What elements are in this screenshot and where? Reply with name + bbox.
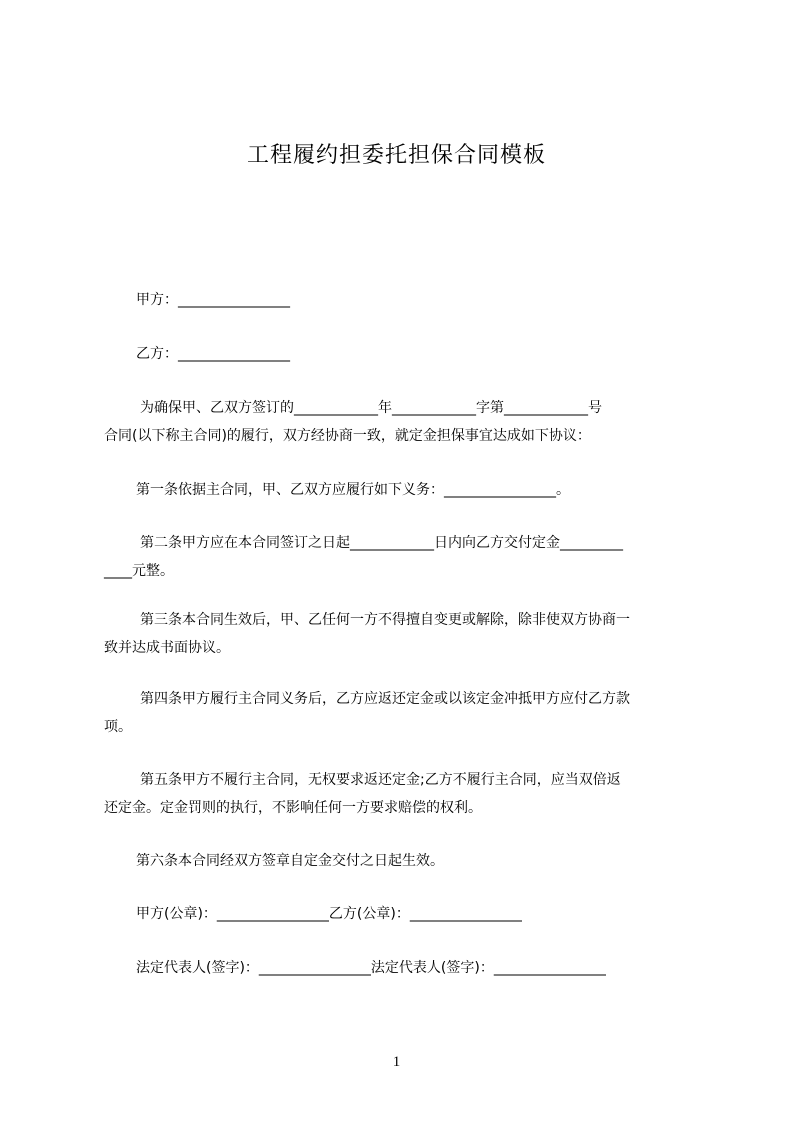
article-2-line-1: 第二条甲方应在本合同签订之日起____________日内向乙方交付定金_________ bbox=[140, 535, 623, 551]
article-3-line-1: 第三条本合同生效后，甲、乙任何一方不得擅自变更或解除，除非使双方协商一 bbox=[140, 612, 630, 628]
article-4-line-2: 项。 bbox=[104, 719, 132, 735]
article-4-line-1: 第四条甲方履行主合同义务后，乙方应返还定金或以该定金冲抵甲方应付乙方款 bbox=[140, 691, 630, 707]
seal-line: 甲方(公章)：________________乙方(公章)：________________ bbox=[136, 906, 522, 922]
intro-line-1: 为确保甲、乙双方签订的____________年____________字第____________号 bbox=[140, 400, 602, 416]
article-1: 第一条依据主合同，甲、乙双方应履行如下义务：________________。 bbox=[136, 482, 570, 498]
article-5-line-2: 还定金。定金罚则的执行，不影响任何一方要求赔偿的权利。 bbox=[104, 800, 482, 816]
article-3-line-2: 致并达成书面协议。 bbox=[104, 640, 230, 656]
representative-line: 法定代表人(签字)：________________法定代表人(签字)：________________ bbox=[136, 960, 606, 976]
article-5-line-1: 第五条甲方不履行主合同，无权要求返还定金;乙方不履行主合同，应当双倍返 bbox=[140, 772, 621, 788]
intro-line-2: 合同(以下称主合同)的履行，双方经协商一致，就定金担保事宜达成如下协议： bbox=[104, 428, 591, 444]
article-6: 第六条本合同经双方签章自定金交付之日起生效。 bbox=[136, 853, 444, 869]
article-2-line-2: ____元整。 bbox=[104, 563, 174, 579]
document-title: 工程履约担委托担保合同模板 bbox=[246, 143, 546, 168]
party-b-line: 乙方：________________ bbox=[136, 346, 290, 362]
page-number: 1 bbox=[392, 1054, 401, 1070]
party-a-line: 甲方：________________ bbox=[136, 292, 290, 308]
